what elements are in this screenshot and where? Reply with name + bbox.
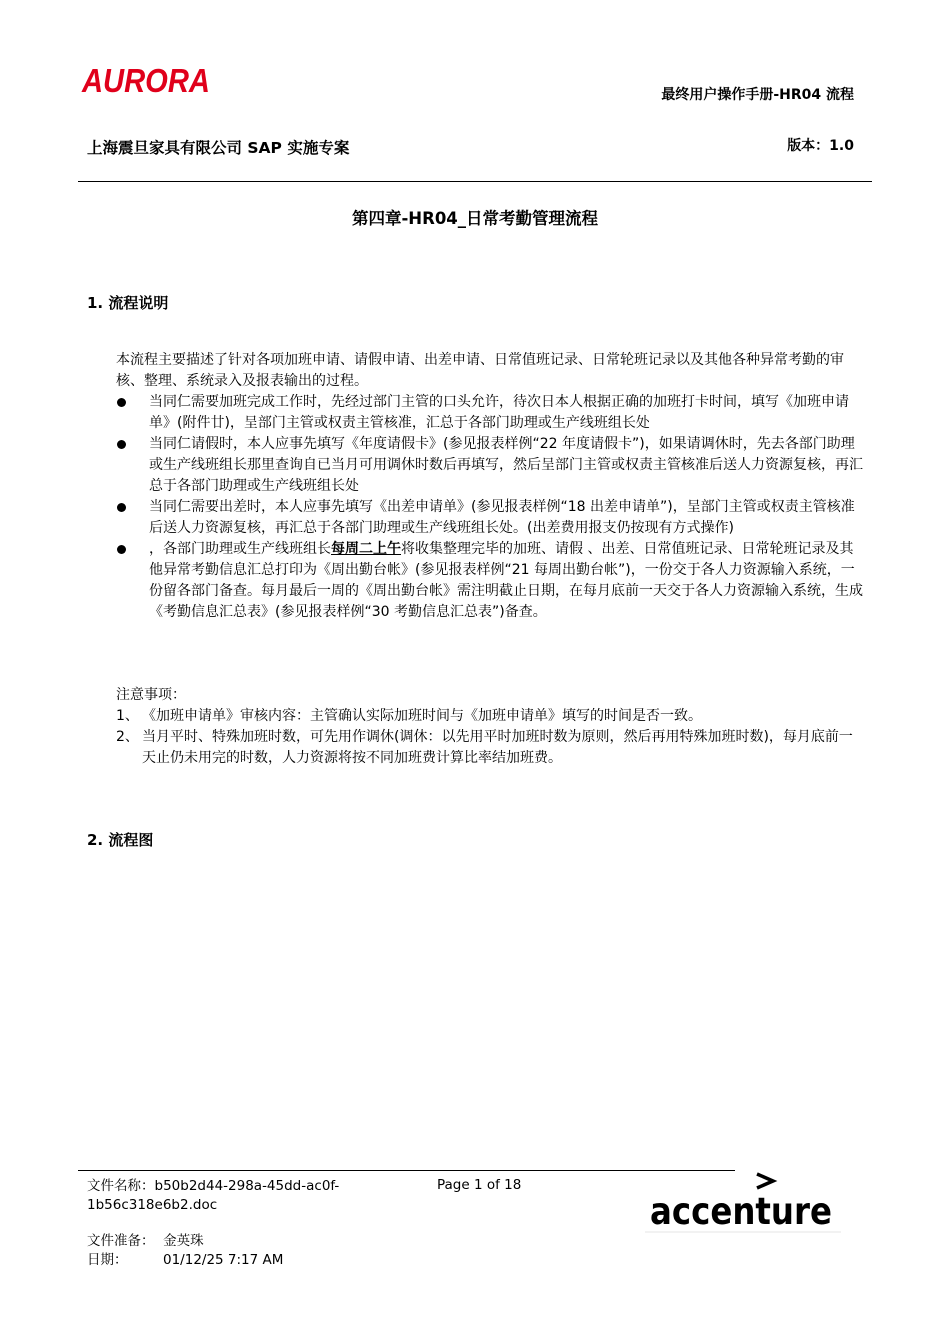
note-text: 《加班申请单》审核内容：主管确认实际加班时间与《加班申请单》填写的时间是否一致。 bbox=[142, 708, 702, 724]
footer-divider bbox=[78, 1170, 735, 1171]
bullet-text-before: ，各部门助理或生产线班组长 bbox=[149, 541, 331, 557]
file-name-value: b50b2d44-298a-45dd-ac0f-1b56c318e6b2.doc bbox=[87, 1178, 340, 1213]
accenture-logo bbox=[645, 1170, 845, 1234]
bullet-icon bbox=[117, 398, 126, 407]
version-label: 版本：1.0 bbox=[787, 138, 854, 154]
prep-label: 文件准备： bbox=[87, 1233, 155, 1249]
notes-list bbox=[116, 706, 866, 769]
aurora-logo-text: AURORA bbox=[81, 62, 210, 99]
company-project-title: 上海震旦家具有限公司 SAP 实施专案 bbox=[87, 139, 350, 157]
file-label: 文件名称： bbox=[87, 1178, 155, 1194]
list-item bbox=[116, 392, 866, 434]
notes-title: 注意事项： bbox=[116, 687, 186, 703]
bullet-list bbox=[116, 392, 866, 623]
list-item bbox=[116, 434, 866, 497]
footer-date bbox=[87, 1251, 283, 1270]
date-label: 日期： bbox=[87, 1252, 128, 1268]
manual-title: 最终用户操作手册-HR04 流程 bbox=[661, 87, 854, 103]
bullet-icon bbox=[117, 503, 126, 512]
accenture-logo-text: accenture bbox=[650, 1190, 832, 1233]
bullet-icon bbox=[117, 545, 126, 554]
list-item bbox=[116, 727, 866, 769]
bullet-icon bbox=[117, 440, 126, 449]
section-heading-flowchart: 2. 流程图 bbox=[87, 831, 154, 849]
accenture-chevron-icon bbox=[757, 1174, 773, 1188]
section-heading-process-description: 1. 流程说明 bbox=[87, 294, 169, 312]
prep-name: 金英珠 bbox=[163, 1233, 204, 1249]
list-item bbox=[116, 706, 866, 727]
note-number: 2、 bbox=[116, 729, 139, 745]
bullet-text: 当同仁请假时，本人应事先填写《年度请假卡》(参见报表样例“22 年度请假卡”)，如果请调休时，先去各部门助理或生产线班组长那里查询自已当月可用调休时数后再填写，然后呈部门主管或权责主管核准后送人力资源复核，再汇总于各部门助理或生产线班组长处 bbox=[149, 436, 863, 494]
bullet-emphasis: 每周二上午 bbox=[331, 541, 401, 557]
chapter-title: 第四章-HR04_日常考勤管理流程 bbox=[351, 209, 599, 228]
bullet-text: 当同仁需要加班完成工作时，先经过部门主管的口头允许，待次日本人根据正确的加班打卡时间，填写《加班申请单》(附件廿)，呈部门主管或权责主管核准，汇总于各部门助理或生产线班组长处 bbox=[149, 394, 849, 431]
date-value: 01/12/25 7:17 AM bbox=[163, 1252, 284, 1268]
intro-paragraph: 本流程主要描述了针对各项加班申请、请假申请、出差申请、日常值班记录、日常轮班记录以及其他各种异常考勤的审核、整理、系统录入及报表输出的过程。 bbox=[116, 352, 844, 389]
footer-file-name bbox=[87, 1177, 357, 1215]
footer-prepared-by bbox=[87, 1232, 204, 1251]
header-divider bbox=[78, 181, 872, 182]
list-item bbox=[116, 497, 866, 539]
aurora-logo bbox=[82, 64, 212, 98]
note-number: 1、 bbox=[116, 708, 139, 724]
note-text: 当月平时、特殊加班时数，可先用作调休(调休：以先用平时加班时数为原则，然后再用特殊加班时数)，每月底前一天止仍未用完的时数，人力资源将按不同加班费计算比率结加班费。 bbox=[142, 729, 853, 766]
bullet-text-after: 将收集整理完毕的加班、请假 、出差、日常值班记录、日常轮班记录及其他异常考勤信息汇总打印为《周出勤台帐》(参见报表样例“21 每周出勤台帐”)，一份交于各人力资源输入系统，一份留各部门备查。每月最后一周的《周出勤台帐》需注明截止日期，在每月底前一天交于各人力资源输入系统，生成《考勤信息汇总表》(参见报表样例“30 考勤信息汇总表”)备查。 bbox=[149, 541, 863, 620]
page-number: Page 1 of 18 bbox=[437, 1177, 522, 1193]
list-item bbox=[116, 539, 866, 623]
bullet-text: 当同仁需要出差时，本人应事先填写《出差申请单》(参见报表样例“18 出差申请单”)，呈部门主管或权责主管核准后送人力资源复核，再汇总于各部门助理或生产线班组长处。(出差费用报支仍按现有方式操作) bbox=[149, 499, 855, 536]
